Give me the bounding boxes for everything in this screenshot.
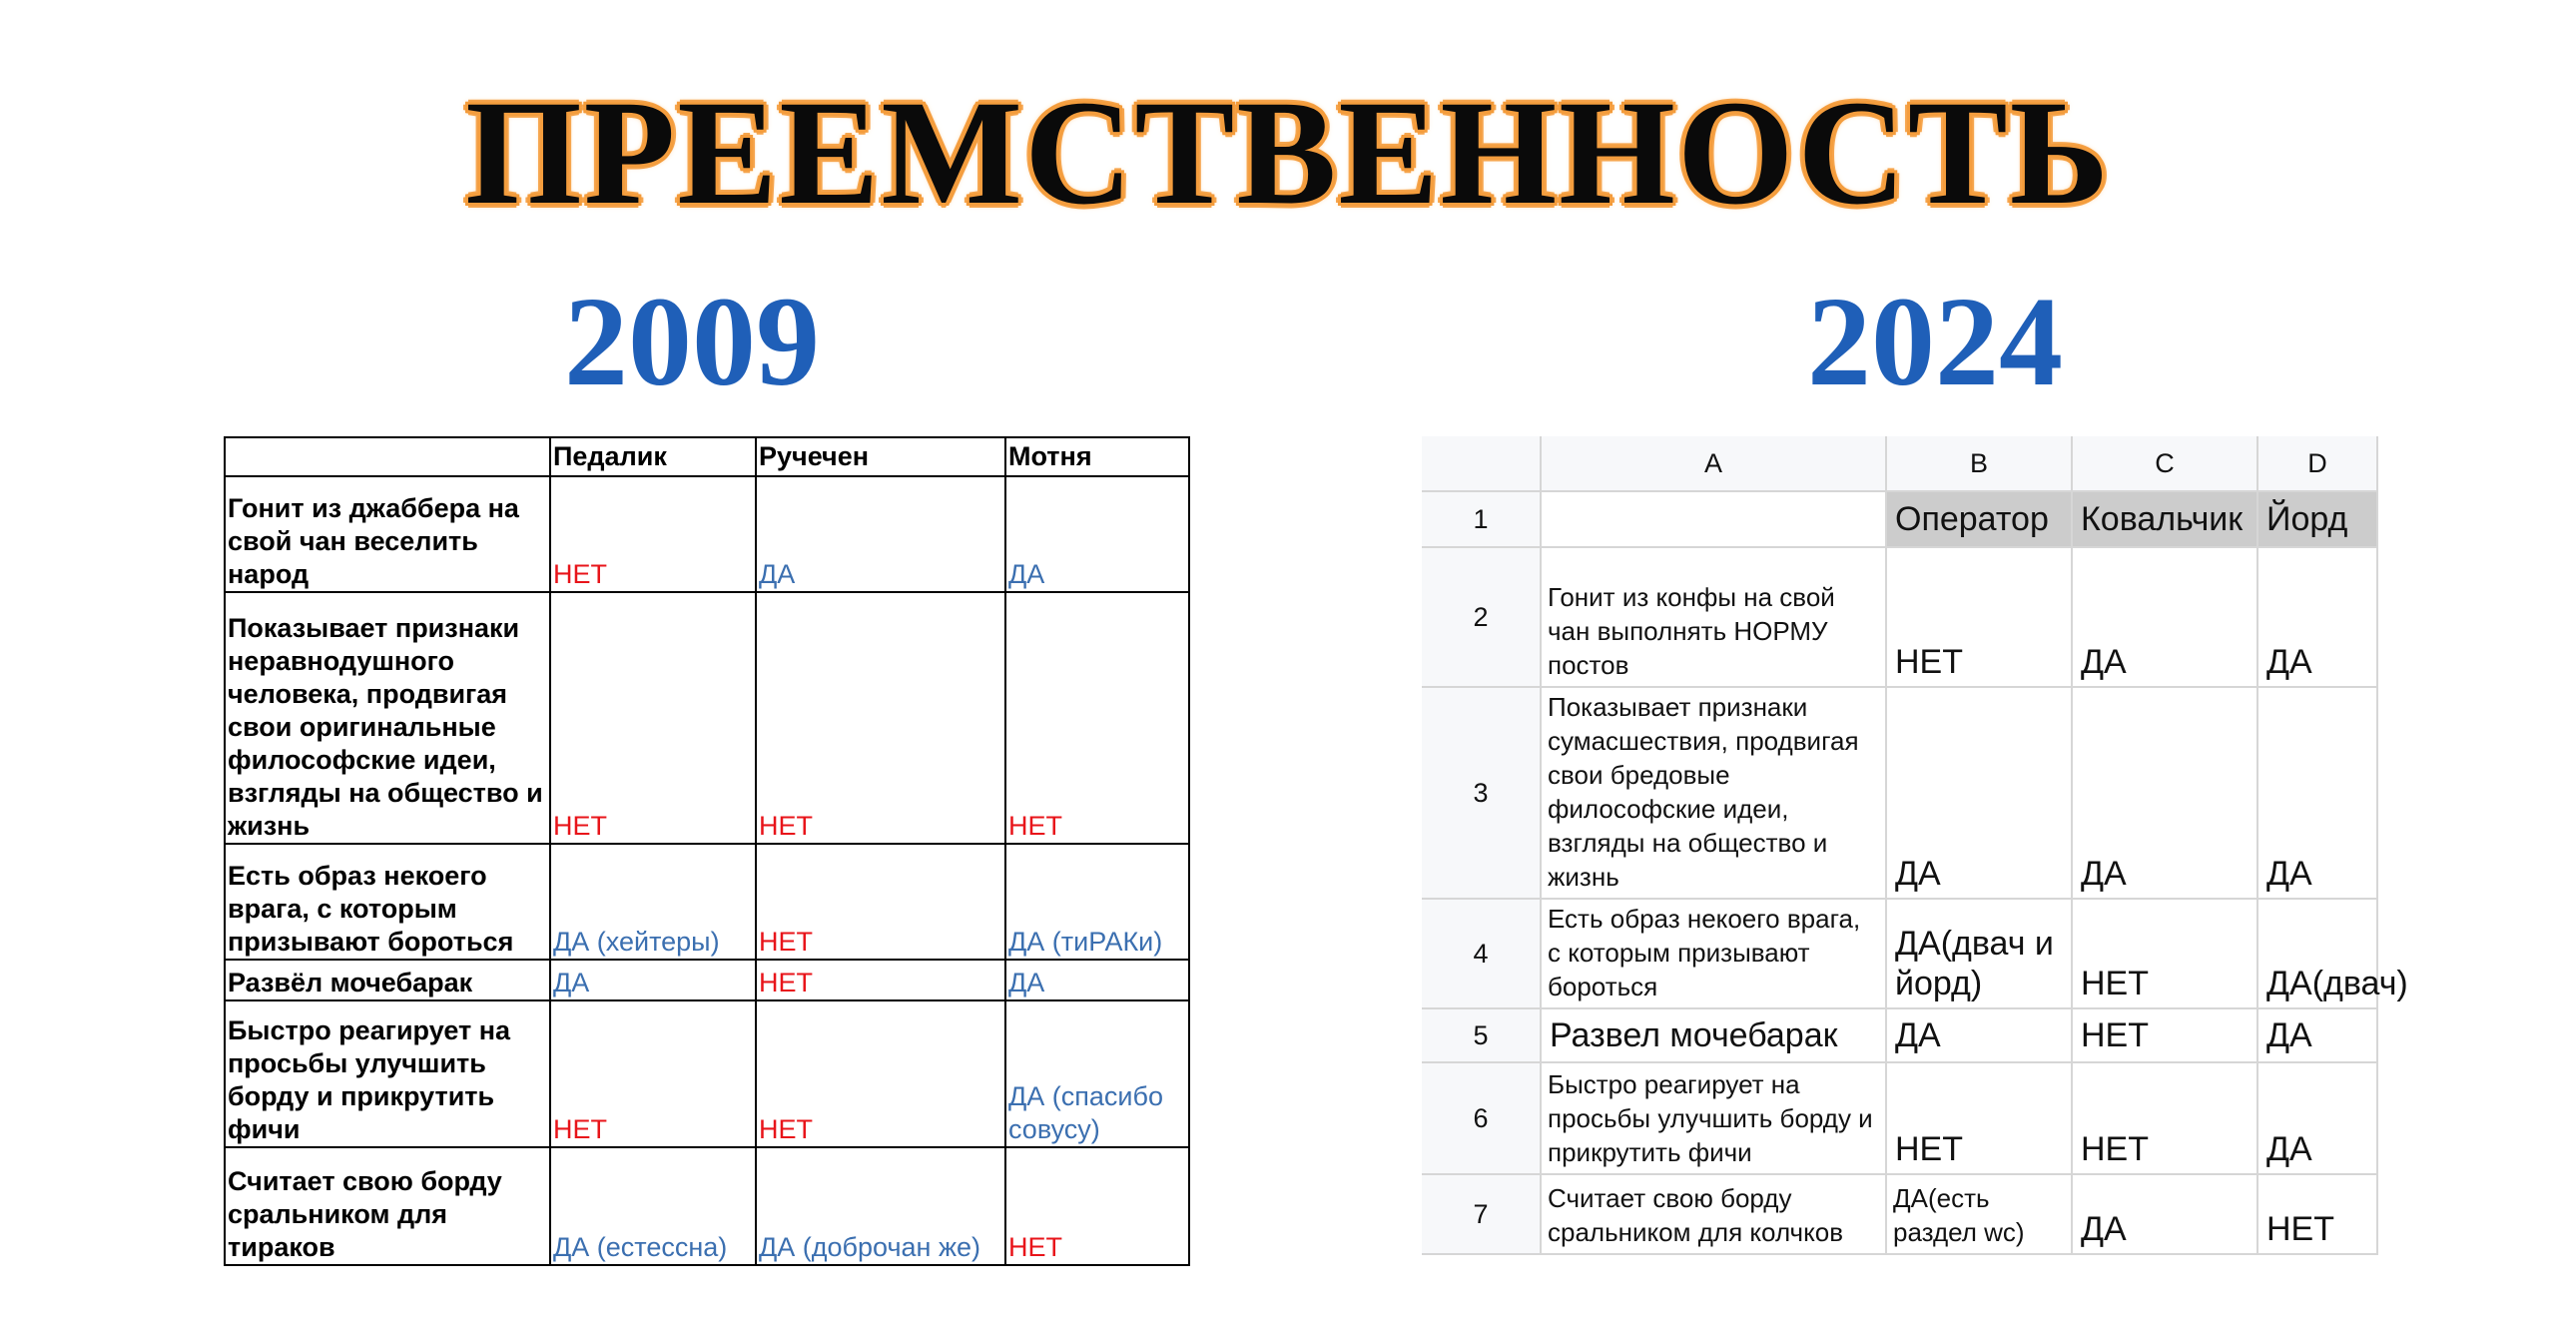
row-header-4[interactable]: 4: [1422, 900, 1542, 1009]
cell-a4[interactable]: Есть образ некоего врага, с которым призывают бороться: [1542, 900, 1887, 1009]
column-header-c[interactable]: C: [2073, 436, 2258, 492]
answer-cell: ДА: [756, 476, 1005, 592]
answer-cell: НЕТ: [1005, 592, 1189, 844]
cell-c4[interactable]: НЕТ: [2073, 900, 2258, 1009]
question-cell: Есть образ некоего врага, с которым призывают бороться: [225, 844, 550, 960]
row-header-5[interactable]: 5: [1422, 1009, 1542, 1063]
cell-a2[interactable]: Гонит из конфы на свой чан выполнять НОРМУ постов: [1542, 548, 1887, 688]
table-row: [225, 1147, 1189, 1265]
question-cell: Считает свою борду сральником для тираков: [225, 1147, 550, 1265]
cell-c2[interactable]: ДА: [2073, 548, 2258, 688]
question-cell: Гонит из джаббера на свой чан веселить народ: [225, 476, 550, 592]
answer-cell: ДА: [1005, 960, 1189, 1000]
select-all-corner[interactable]: [1422, 436, 1542, 492]
cell-d7[interactable]: НЕТ: [2258, 1175, 2378, 1255]
cell-b3[interactable]: ДА: [1887, 688, 2073, 900]
cell-b2[interactable]: НЕТ: [1887, 548, 2073, 688]
answer-cell: НЕТ: [756, 592, 1005, 844]
answer-cell: НЕТ: [550, 476, 756, 592]
table-row: [225, 844, 1189, 960]
page-title: ПРЕЕМСТВЕННОСТЬ: [465, 70, 2111, 236]
cell-a7[interactable]: Считает свою борду сральником для колчков: [1542, 1175, 1887, 1255]
cell-a6[interactable]: Быстро реагирует на просьбы улучшить борду и прикрутить фичи: [1542, 1063, 1887, 1175]
column-header-b[interactable]: B: [1887, 436, 2073, 492]
year-2009-heading: 2009: [564, 271, 820, 412]
table-row: [225, 476, 1189, 592]
answer-cell: НЕТ: [756, 1000, 1005, 1147]
answer-cell: НЕТ: [550, 1000, 756, 1147]
row-header-1[interactable]: 1: [1422, 492, 1542, 548]
header-cell-empty: [225, 437, 550, 476]
question-cell: Показывает признаки неравнодушного человека, продвигая свои оригинальные философские идеи, взгляды на общество и жизнь: [225, 592, 550, 844]
header-cell-pedalik: Педалик: [550, 437, 756, 476]
question-cell: Развёл мочебарак: [225, 960, 550, 1000]
answer-cell: ДА (тиРАКи): [1005, 844, 1189, 960]
cell-b5[interactable]: ДА: [1887, 1009, 2073, 1063]
cell-c3[interactable]: ДА: [2073, 688, 2258, 900]
answer-cell: ДА (доброчан же): [756, 1147, 1005, 1265]
row-header-3[interactable]: 3: [1422, 688, 1542, 900]
answer-cell: НЕТ: [756, 844, 1005, 960]
cell-d1-yord[interactable]: Йорд: [2258, 492, 2378, 548]
row-header-7[interactable]: 7: [1422, 1175, 1542, 1255]
answer-cell: НЕТ: [550, 592, 756, 844]
table-row: [225, 1000, 1189, 1147]
answer-cell: НЕТ: [756, 960, 1005, 1000]
cell-b1-operator[interactable]: Оператор: [1887, 492, 2073, 548]
row-header-6[interactable]: 6: [1422, 1063, 1542, 1175]
answer-cell: ДА: [550, 960, 756, 1000]
cell-c7[interactable]: ДА: [2073, 1175, 2258, 1255]
column-header-a[interactable]: A: [1542, 436, 1887, 492]
answer-cell: ДА (хейтеры): [550, 844, 756, 960]
table-row: [225, 960, 1189, 1000]
cell-d2[interactable]: ДА: [2258, 548, 2378, 688]
cell-b7[interactable]: ДА(есть раздел wc): [1887, 1175, 2073, 1255]
spreadsheet-2024: [1422, 436, 2408, 1265]
answer-cell: ДА: [1005, 476, 1189, 592]
answer-cell: НЕТ: [1005, 1147, 1189, 1265]
cell-a3[interactable]: Показывает признаки сумасшествия, продвигая свои бредовые философские идеи, взгляды на общество и жизнь: [1542, 688, 1887, 900]
year-2024-heading: 2024: [1807, 271, 2063, 412]
cell-d5[interactable]: ДА: [2258, 1009, 2378, 1063]
cell-d4[interactable]: ДА(двач): [2258, 900, 2378, 1009]
table-header-row: [225, 437, 1189, 476]
cell-d6[interactable]: ДА: [2258, 1063, 2378, 1175]
cell-b6[interactable]: НЕТ: [1887, 1063, 2073, 1175]
header-cell-motnya: Мотня: [1005, 437, 1189, 476]
cell-c5[interactable]: НЕТ: [2073, 1009, 2258, 1063]
answer-cell: ДА (естессна): [550, 1147, 756, 1265]
cell-a5[interactable]: Развел мочебарак: [1542, 1009, 1887, 1063]
cell-c1-kovalchik[interactable]: Ковальчик: [2073, 492, 2258, 548]
header-cell-ruchechen: Ручечен: [756, 437, 1005, 476]
question-cell: Быстро реагирует на просьбы улучшить борду и прикрутить фичи: [225, 1000, 550, 1147]
cell-d3[interactable]: ДА: [2258, 688, 2378, 900]
table-row: [225, 592, 1189, 844]
answer-cell: ДА (спасибо совусу): [1005, 1000, 1189, 1147]
cell-c6[interactable]: НЕТ: [2073, 1063, 2258, 1175]
column-header-d[interactable]: D: [2258, 436, 2378, 492]
comparison-table-2009: [224, 436, 1190, 1266]
cell-a1[interactable]: [1542, 492, 1887, 548]
row-header-2[interactable]: 2: [1422, 548, 1542, 688]
cell-b4[interactable]: ДА(двач и йорд): [1887, 900, 2073, 1009]
